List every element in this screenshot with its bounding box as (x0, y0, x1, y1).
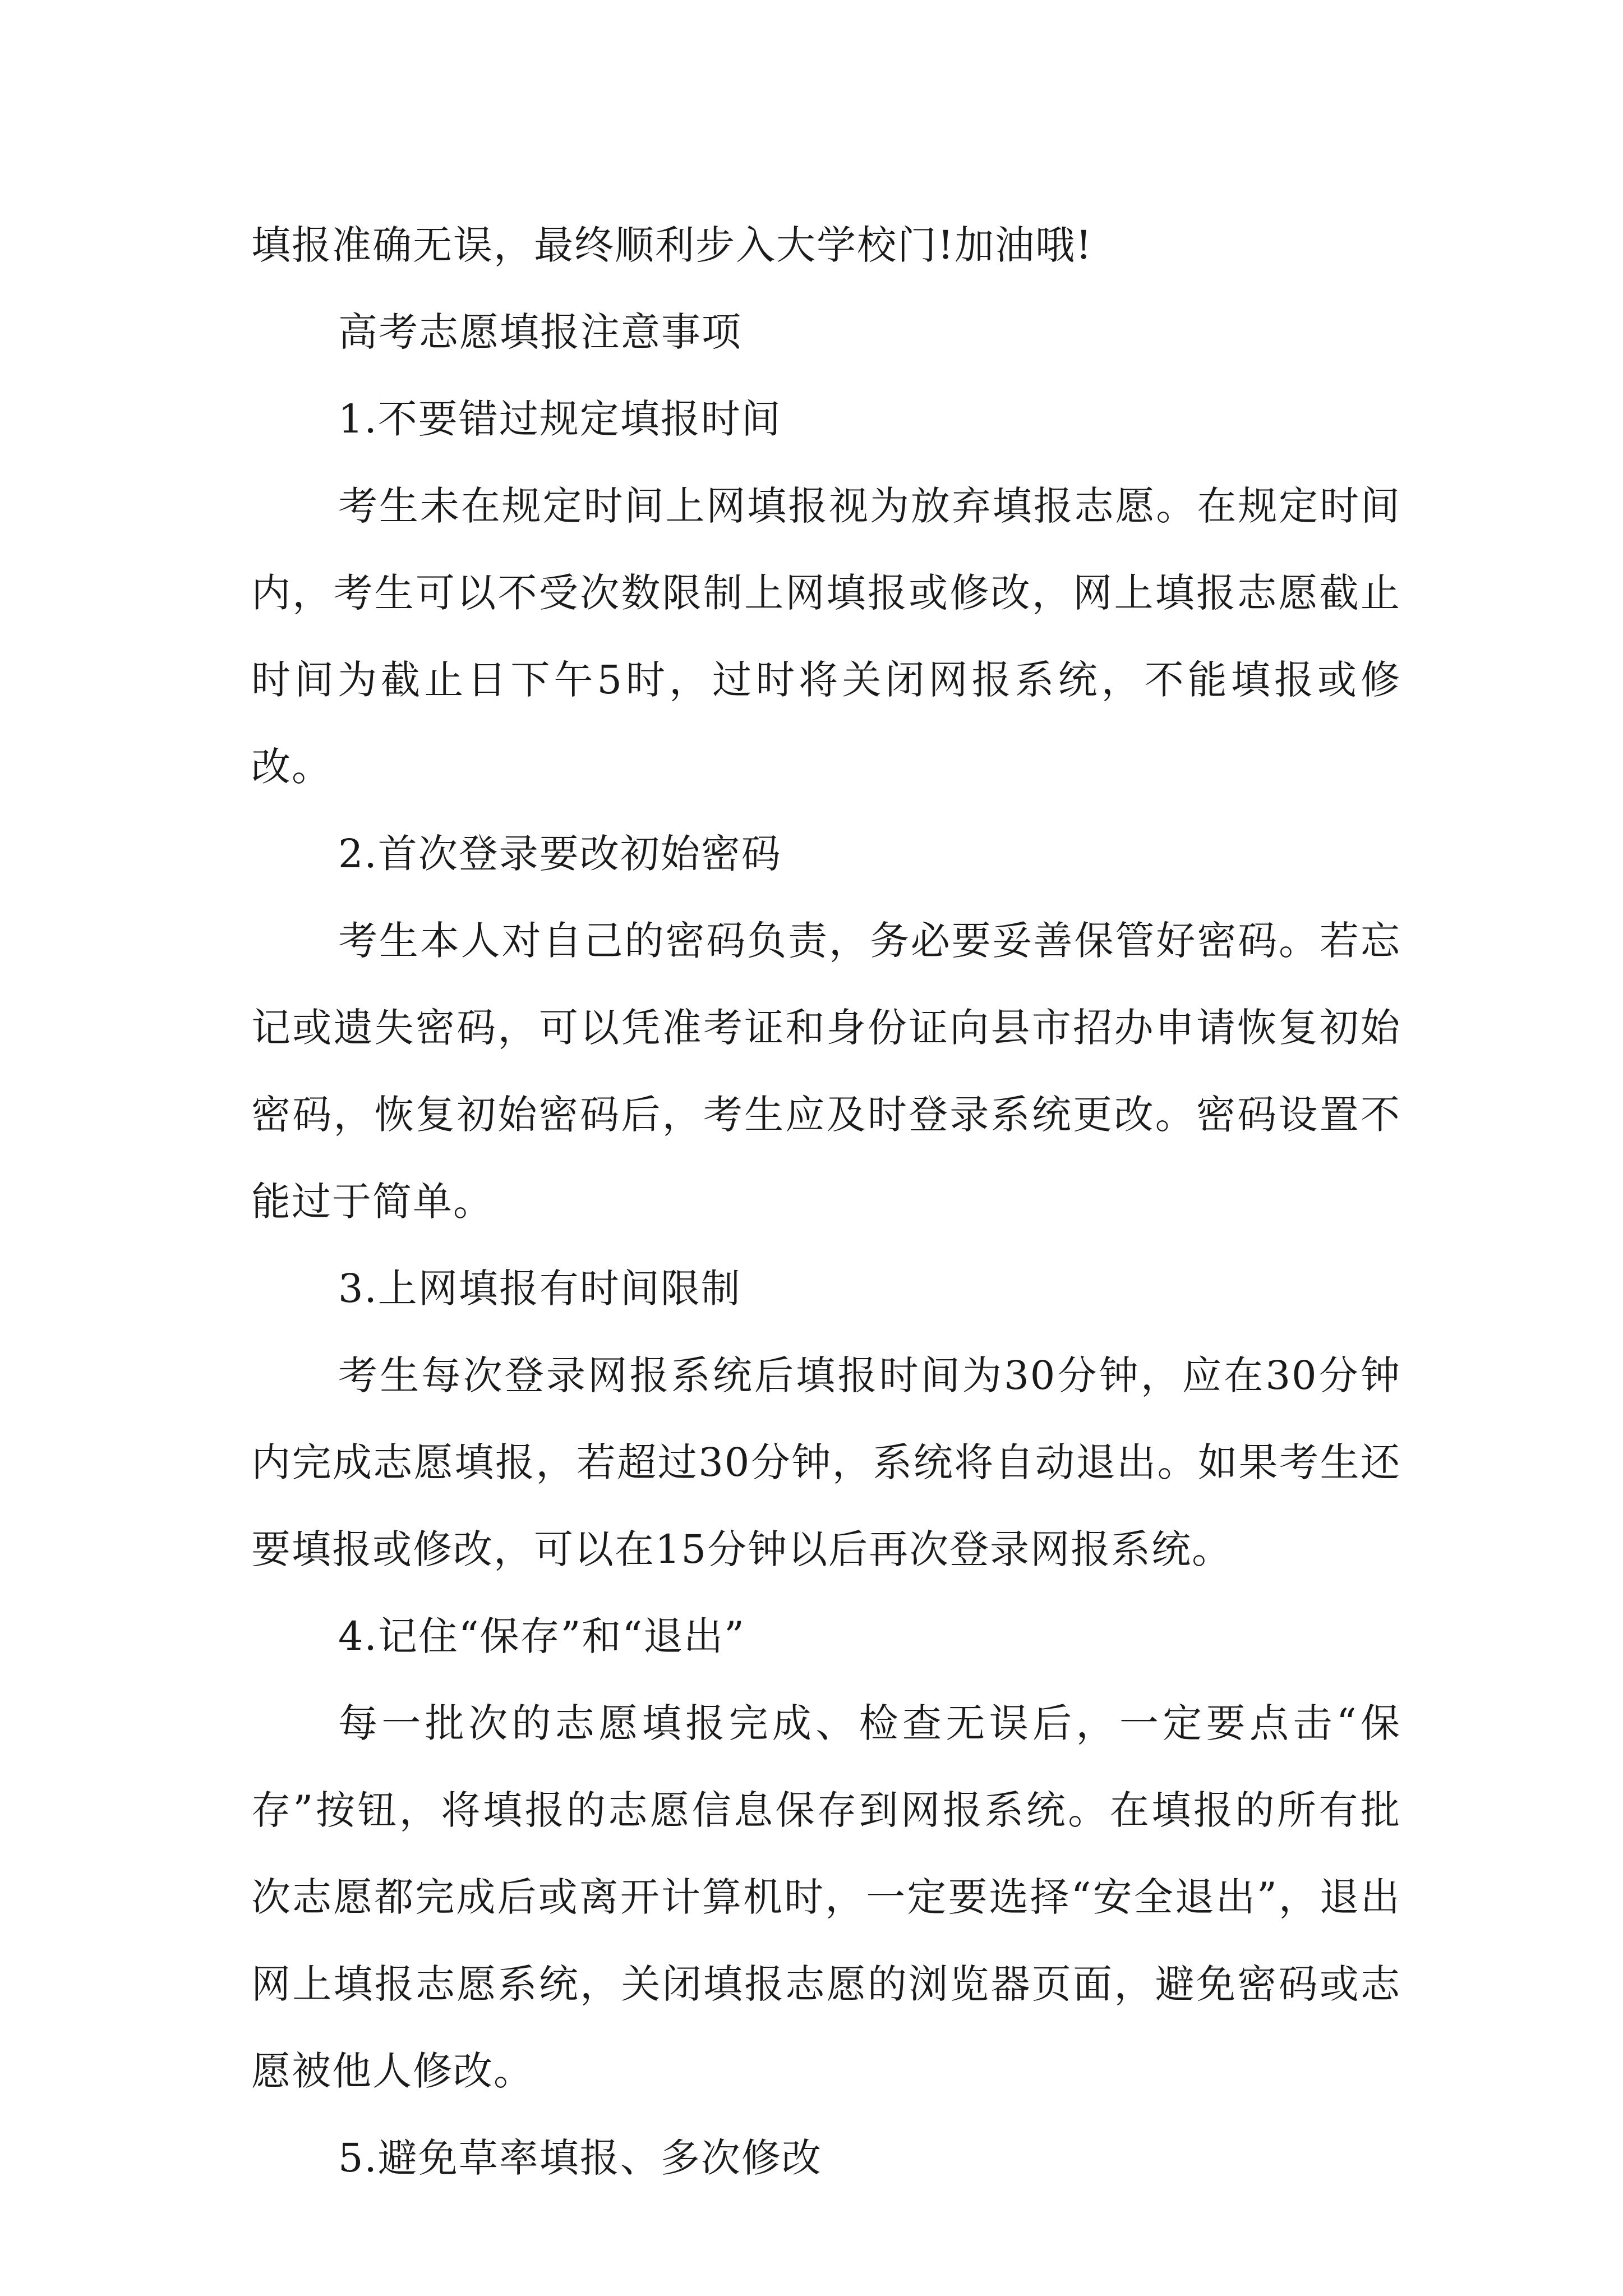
document-title: 高考志愿填报注意事项 (338, 309, 742, 355)
section-body: 考生本人对自己的密码负责，务必要妥善保管好密码。若忘记或遗失密码，可以凭准考证和身份证向县市招办申请恢复初始密码，恢复初始密码后，考生应及时登录系统更改。密码设置不能过于简单。 (251, 918, 1401, 1225)
section-1 (251, 376, 1401, 811)
section-body: 考生未在规定时间上网填报视为放弃填报志愿。在规定时间内，考生可以不受次数限制上网填报或修改，网上填报志愿截止时间为截止日下午5时，过时将关闭网报系统，不能填报或修改。 (251, 483, 1401, 790)
section-heading: 2.首次登录要改初始密码 (338, 831, 782, 877)
section-body: 每一批次的志愿填报完成、检查无误后，一定要点击“保存”按钮，将填报的志愿信息保存到网报系统。在填报的所有批次志愿都完成后或离开计算机时，一定要选择“安全退出”，退出网上填报志愿系统，关闭填报志愿的浏览器页面，避免密码或志愿被他人修改。 (251, 1700, 1401, 2094)
section-heading: 5.避免草率填报、多次修改 (338, 2135, 822, 2181)
section-body: 考生每次登录网报系统后填报时间为30分钟，应在30分钟内完成志愿填报，若超过30分钟，系统将自动退出。如果考生还要填报或修改，可以在15分钟以后再次登录网报系统。 (251, 1352, 1401, 1572)
opening-line: 填报准确无误，最终顺利步入大学校门!加油哦! (251, 222, 1093, 268)
section-5 (251, 2115, 1401, 2202)
section-heading: 3.上网填报有时间限制 (338, 1266, 741, 1312)
section-heading: 4.记住“保存”和“退出” (338, 1613, 745, 1659)
section-2 (251, 811, 1401, 1245)
section-4 (251, 1593, 1401, 2115)
document-content (251, 202, 1401, 2202)
section-3 (251, 1245, 1401, 1593)
section-heading: 1.不要错过规定填报时间 (338, 396, 782, 442)
